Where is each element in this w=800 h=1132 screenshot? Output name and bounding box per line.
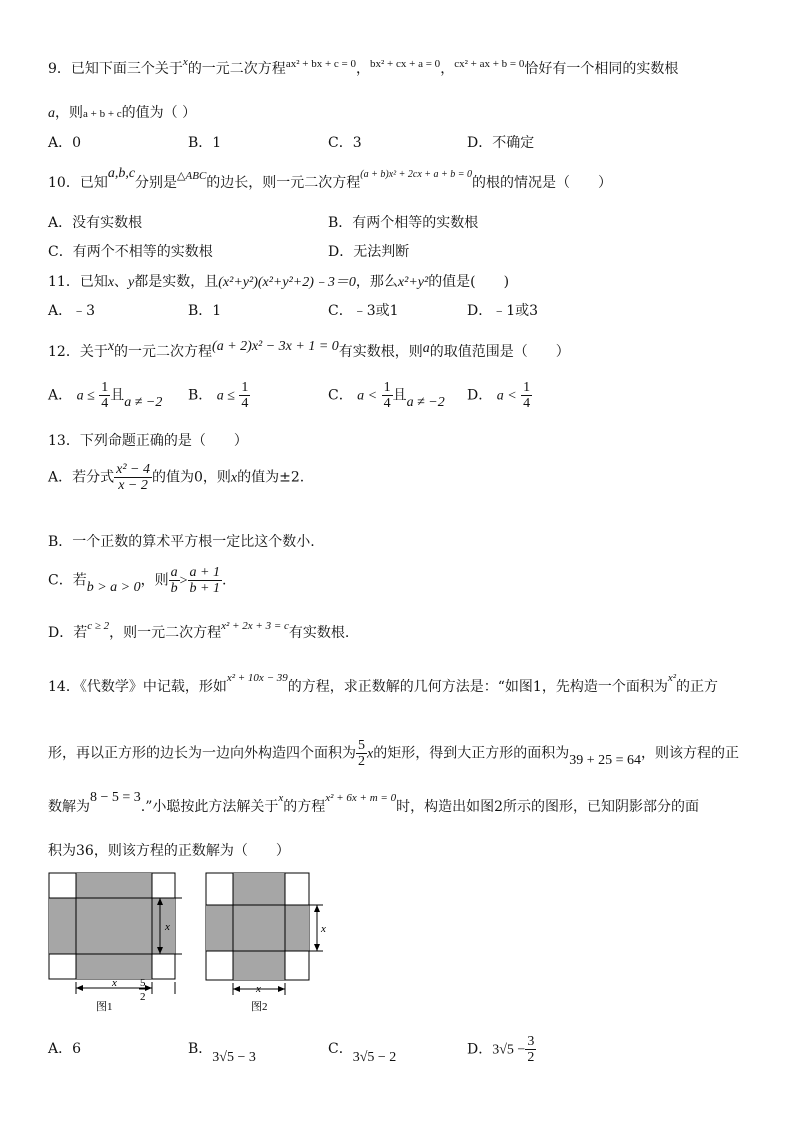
fig2-shaded-bottom [233, 951, 285, 980]
q12-c-fraction: $\frac{1}{4}$ [383, 380, 391, 411]
fig1-bottom-label: x [112, 977, 117, 989]
q13-number: 13． [48, 433, 80, 449]
fig1-frac-den: 2 [140, 991, 146, 1003]
fig1-shaded-left [49, 898, 76, 954]
q14-number: 14． [48, 679, 80, 695]
q12-option-a[interactable]: A． a ≤ $\frac{1}{4}$ 且a ≠ −2 [48, 380, 163, 411]
figure-2 [203, 868, 333, 1018]
q9-number: 9． [48, 61, 71, 77]
figure-1 [46, 868, 186, 1018]
q12-option-d[interactable]: D． a < $\frac{1}{4}$ [467, 380, 531, 411]
fig2-shaded-right [285, 905, 309, 951]
q10-line1: 10．已知a,b,c分别是$^{\triangle ABC}$的边长，则一元二次方程$^{(a + b)x^2 + 2cx + a + b = 0}$的根的情况是（ ） [48, 166, 613, 191]
q13-d-equation: x² + 2x + 3 = c [221, 620, 289, 632]
q9-option-c[interactable]: C．3 [328, 135, 362, 151]
q14-option-b[interactable]: B．3√5 − 3 [188, 1041, 256, 1065]
q14-line1: 14．《代数学》中记载，形如$^{x^2 + 10x - 39}$的方程，求正数解的几何方法是：“如图1，先构造一个面积为$^{x^2}$的正方 [48, 672, 719, 695]
q13-c-fraction-left: $\frac{a}{b}$ [170, 565, 178, 596]
q11-option-d[interactable]: D．﹣1或3 [467, 303, 539, 319]
fig2-side-label: x [321, 923, 326, 935]
q9-eq1: ax² + bx + c = 0 [285, 58, 356, 70]
q10-equation: (a + b)x² + 2cx + a + b = 0 [360, 169, 473, 180]
q9-eq3: cx² + ax + b = 0 [454, 58, 525, 70]
q13-option-c[interactable]: C．若b > a > 0，则 $\frac{a}{b}$ > $\frac{a + 1}{b + 1}$ . [48, 565, 227, 596]
q12-equation: (a + 2)x² − 3x + 1 = 0 [212, 339, 339, 354]
q12-number: 12． [48, 344, 80, 360]
q11-option-b[interactable]: B．1 [188, 303, 222, 319]
q10-option-d[interactable]: D．无法判断 [328, 244, 410, 260]
q11-option-c[interactable]: C．﹣3或1 [328, 303, 399, 319]
q12-line1: 12．关于x的一元二次方程(a + 2)x² − 3x + 1 = 0有实数根，则a的取值范围是（ ） [48, 339, 570, 360]
q14-option-c[interactable]: C．3√5 − 2 [328, 1041, 397, 1065]
q9-option-b[interactable]: B．1 [188, 135, 222, 151]
q10-option-c[interactable]: C．有两个不相等的实数根 [48, 244, 213, 260]
fig2-center-square [233, 905, 285, 951]
fig1-shaded-top [76, 873, 152, 898]
q12-b-fraction: $\frac{1}{4}$ [241, 380, 249, 411]
q14-fraction: $\frac{5}{2}$ [358, 738, 365, 769]
q11-expression: (x²+y²)(x²+y²+2)﹣3＝0 [218, 275, 356, 290]
fig2-shaded-top [233, 873, 285, 905]
fig1-side-label: x [165, 921, 170, 933]
q11-number: 11． [48, 274, 80, 290]
fig2-bottom-label: x [256, 983, 261, 995]
q12-d-fraction: $\frac{1}{4}$ [523, 380, 531, 411]
q10-number: 10． [48, 175, 80, 191]
q9-option-a[interactable]: A．0 [48, 135, 82, 151]
q14-line4: 积为36，则该方程的正数解为（ ） [48, 843, 290, 859]
q13-option-b[interactable]: B．一个正数的算术平方根一定比这个数小. [48, 534, 315, 550]
q11-option-a[interactable]: A．﹣3 [48, 303, 96, 319]
q14-option-a[interactable]: A．6 [48, 1041, 82, 1057]
q12-option-b[interactable]: B． a ≤ $\frac{1}{4}$ [188, 380, 249, 411]
fig1-frac-num: 5 [140, 977, 146, 989]
q13-a-fraction: $\frac{\text{x² − 4}}{x - 2}$ [116, 462, 150, 493]
q14-option-d[interactable]: D．3√5 − $\frac{3}{2}$ [467, 1034, 535, 1065]
q10-option-a[interactable]: A．没有实数根 [48, 215, 143, 231]
q13-c-fraction-right: $\frac{a + 1}{b + 1}$ [189, 565, 220, 596]
q12-option-c[interactable]: C． a < $\frac{1}{4}$ 且a ≠ −2 [328, 380, 445, 411]
q9-line1: 9．已知下面三个关于$^x$的一元二次方程$^{ax^2 + bx + c = 0}$，$^{bx^2 + cx + a = 0}$，$^{cx^2 + ax + b = 0}$恰好有一个相同的实数根 [48, 56, 679, 77]
fig1-shaded-right [152, 898, 175, 954]
fig2-caption: 图2 [251, 1001, 268, 1013]
fig2-shaded-left [206, 905, 233, 951]
fig1-center-square [76, 898, 152, 954]
q12-a-fraction: $\frac{1}{4}$ [101, 380, 109, 411]
q10-option-b[interactable]: B．有两个相等的实数根 [328, 215, 479, 231]
fig1-caption: 图1 [96, 1001, 113, 1013]
q13-line1: 13．下列命题正确的是（ ） [48, 433, 248, 449]
q13-option-a[interactable]: A．若分式 $\frac{\text{x² − 4}}{x - 2}$ 的值为0，则x的值为±2. [48, 462, 305, 493]
q14-d-fraction: $\frac{3}{2}$ [527, 1034, 535, 1065]
q9-line2: a，则a + b + c的值为（ ） [48, 105, 197, 121]
q11-line1: 11．已知x、y都是实数，且(x²+y²)(x²+y²+2)﹣3＝0，那么x²+y²的值是( ) [48, 274, 510, 290]
q9-option-d[interactable]: D．不确定 [467, 135, 535, 151]
q14-line2: 形，再以正方形的边长为一边向外构造四个面积为 $\frac{5}{2}$ x的矩形，得到大正方形的面积为39 + 25 = 64，则该方程的正 [48, 738, 740, 769]
q13-option-d[interactable]: D．若$^{c \ge 2}$，则一元二次方程$^{x^2 + 2x + 3 = c}$有实数根. [48, 620, 350, 641]
fig1-shaded-bottom [76, 954, 152, 979]
q14-line3: 数解为8 − 5 = 3.”小聪按此方法解关于$^x$的方程$^{x^2 + 6x + m = 0}$时，构造出如图2所示的图形，已知阴影部分的面 [48, 790, 699, 815]
q9-eq2: bx² + cx + a = 0 [370, 58, 441, 70]
